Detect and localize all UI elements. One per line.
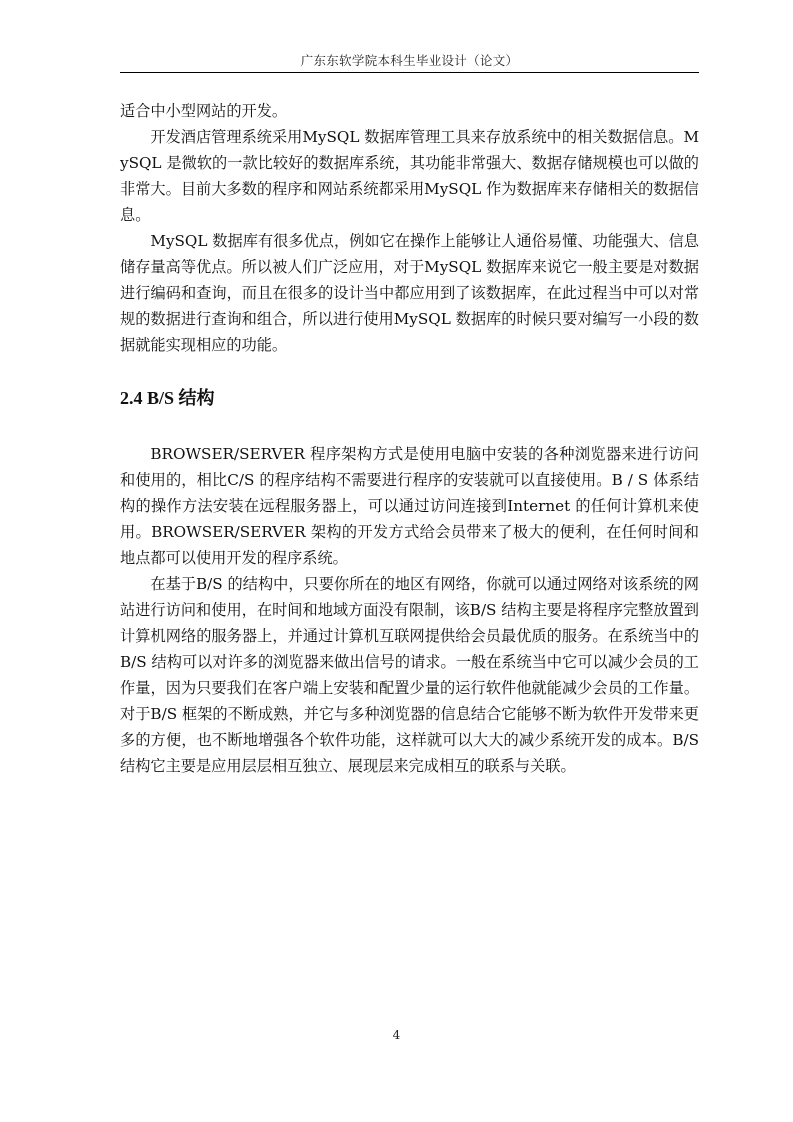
paragraph-mysql-advantages: MySQL 数据库有很多优点，例如它在操作上能够让人通俗易懂、功能强大、信息储存量高等优点。所以被人们广泛应用，对于MySQL 数据库来说它一般主要是对数据进行编码和查询，而且在很多的设计当中都应用到了该数据库，在此过程当中可以对常规的数据进行查询和组合，所以进行使用MySQL 数据库的时候只要对编写一小段的数据就能实现相应的功能。 — [120, 232, 699, 354]
header-divider — [120, 72, 699, 73]
paragraph-bs-details: 在基于B/S 的结构中，只要你所在的地区有网络，你就可以通过网络对该系统的网站进行访问和使用，在时间和地域方面没有限制，该B/S 结构主要是将程序完整放置到计算机网络的服务器上，并通过计算机互联网提供给会员最优质的服务。在系统当中的B/S 结构可以对许多的浏览器来做出信号的请求。一般在系统当中它可以减少会员的工作量，因为只要我们在客户端上安装和配置少量的运行软件他就能减少会员的工作量。对于B/S 框架的不断成熟，并它与多种浏览器的信息结合它能够不断为软件开发带来更多的方便，也不断地增强各个软件功能，这样就可以大大的减少系统开发的成本。B/S 结构它主要是应用层层相互独立、展现层来完成相互的联系与关联。 — [120, 575, 699, 775]
paragraph-bs-architecture: BROWSER/SERVER 程序架构方式是使用电脑中安装的各种浏览器来进行访问和使用的，相比C/S 的程序结构不需要进行程序的安装就可以直接使用。B / S 体系结构的操作方法安装在远程服务器上，可以通过访问连接到Internet 的任何计算机来使用。BROWSER/SERVER 架构的开发方式给会员带来了极大的便利，在任何时间和地点都可以使用开发的程序系统。 — [120, 445, 699, 567]
page-number: 4 — [392, 1028, 401, 1042]
section-heading: 2.4 B/S 结构 — [120, 388, 215, 408]
paragraph-mysql-intro: 开发酒店管理系统采用MySQL 数据库管理工具来存放系统中的相关数据信息。MySQL 是微软的一款比较好的数据库系统，其功能非常强大、数据存储规模也可以做的非常大。目前大多数的程序和网站系统都采用MySQL 作为数据库来存储相关的数据信息。 — [120, 128, 699, 224]
paragraph-continuation: 适合中小型网站的开发。 — [120, 102, 288, 120]
document-body — [120, 98, 699, 779]
page-header: 广东东软学院本科生毕业设计（论文） — [300, 53, 519, 68]
